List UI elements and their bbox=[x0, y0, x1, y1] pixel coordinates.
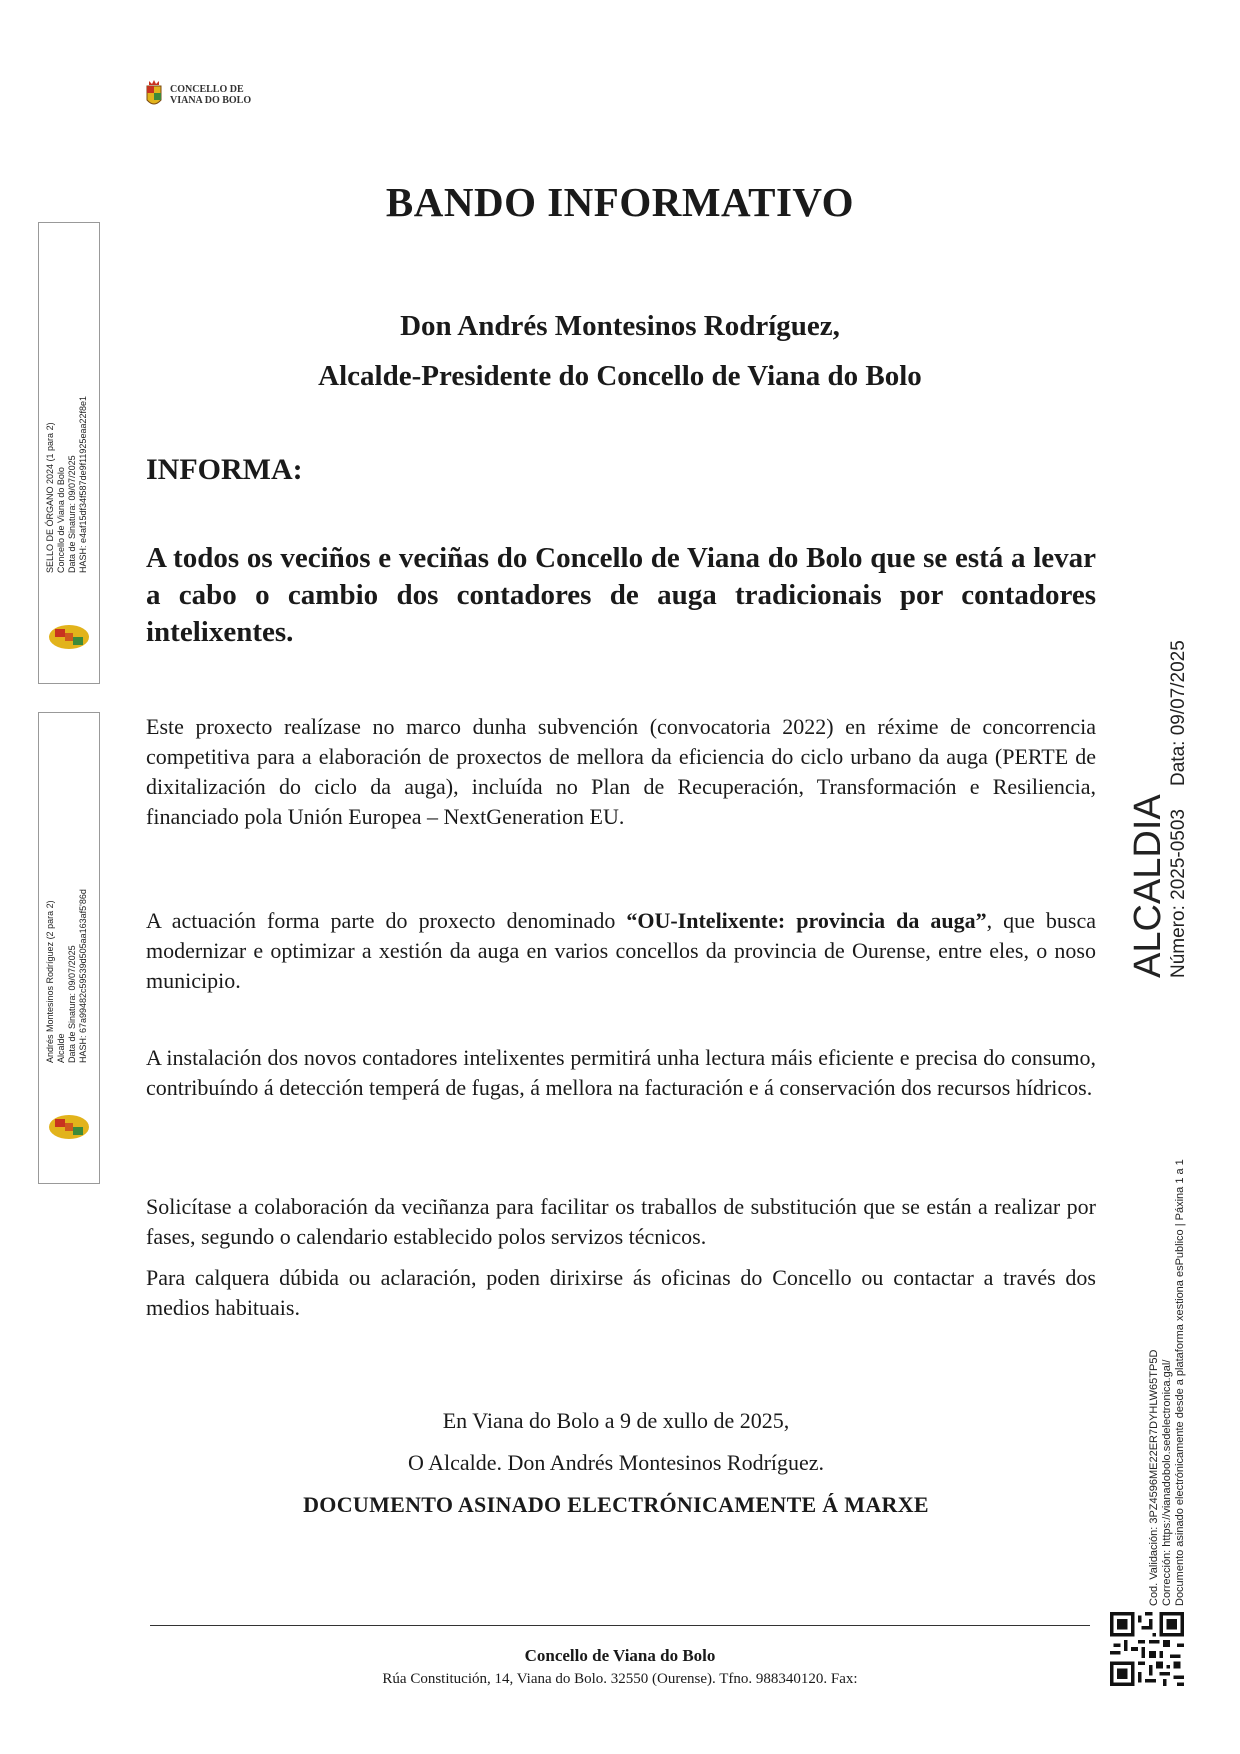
stamp-1-line-1: SELLO DE ÓRGANO 2024 (1 para 2) bbox=[45, 422, 55, 573]
logo-text bbox=[170, 84, 251, 106]
stamp-2-line-1: Andrés Montesinos Rodríguez (2 para 2) bbox=[45, 900, 55, 1063]
document-title: BANDO INFORMATIVO bbox=[385, 179, 855, 225]
paragraph-2-text-a: A actuación forma parte do proxecto denominado bbox=[146, 908, 627, 933]
author-position: Alcalde-Presidente do Concello de Viana do Bolo bbox=[318, 360, 922, 392]
document-number: Número: 2025-0503 bbox=[1168, 809, 1189, 978]
stamp-1-line-3: Data de Sinatura: 09/07/2025 bbox=[67, 455, 77, 573]
stamp-2-line-2: Alcalde bbox=[56, 1033, 66, 1063]
header-logo bbox=[144, 80, 251, 110]
logo-line-1: CONCELLO DE bbox=[170, 84, 244, 95]
lead-statement: A todos os veciños e veciñas do Concello de Viana do Bolo que se está a levar a cabo o cambio dos contadores de auga tradicionais por contadores intelixentes. bbox=[146, 542, 1096, 648]
document-date: Data: 09/07/2025 bbox=[1168, 640, 1189, 786]
validation-code: Cod. Validación: 3PZ4596ME22ER7DYHLW65TP5D bbox=[1148, 1349, 1160, 1606]
informa-heading: INFORMA: bbox=[146, 453, 303, 486]
author-name: Don Andrés Montesinos Rodríguez, bbox=[400, 310, 840, 342]
footer-divider bbox=[150, 1625, 1090, 1626]
paragraph-2 bbox=[146, 906, 1096, 996]
paragraph-3: A instalación dos novos contadores intelixentes permitirá unha lectura máis eficiente e precisa do consumo, contribuíndo á detección temperá de fugas, á mellora na facturación e á conservación dos recursos hídricos. bbox=[146, 1045, 1096, 1100]
paragraph-1: Este proxecto realízase no marco dunha subvención (convocatoria 2022) en réxime de concorrencia competitiva para a elaboración de proxectos de mellora da eficiencia do ciclo urbano da auga (PERTE de dixitalización do ciclo da auga), incluída no Plan de Recuperación, Transformación e Resiliencia, financiado pola Unión Europea – NextGeneration EU. bbox=[146, 714, 1096, 829]
stamp-seal-icon bbox=[47, 1113, 91, 1141]
stamp-1-line-2: Concello de Viana do Bolo bbox=[56, 467, 66, 573]
signature-stamp-1 bbox=[38, 222, 100, 684]
stamp-seal-icon bbox=[47, 623, 91, 651]
signature-stamp-2 bbox=[38, 712, 100, 1184]
logo-line-2: VIANA DO BOLO bbox=[170, 95, 252, 106]
paragraph-2-text-b: , que busca modernizar e optimizar a xestión da auga en varios concellos da provincia de Ourense, entre eles, o noso municipio. bbox=[146, 908, 1096, 993]
project-name: “OU-Intelixente: provincia da auga” bbox=[626, 908, 987, 933]
footer-address: Rúa Constitución, 14, Viana do Bolo. 32550 (Ourense). Tfno. 988340120. Fax: bbox=[382, 1671, 858, 1687]
footer-organization: Concello de Viana do Bolo bbox=[524, 1646, 716, 1665]
paragraph-4: Solicítase a colaboración da veciñanza para facilitar os traballos de substitución que se están a realizar por fases, segundo o calendario establecido polos servizos técnicos. bbox=[146, 1194, 1096, 1249]
paragraph-5: Para calquera dúbida ou aclaración, poden dirixirse ás oficinas do Concello ou contactar a través dos medios habituais. bbox=[146, 1265, 1096, 1320]
signed-notice: DOCUMENTO ASINADO ELECTRÓNICAMENTE Á MARXE bbox=[303, 1492, 929, 1517]
closing-place-date: En Viana do Bolo a 9 de xullo de 2025, bbox=[442, 1408, 790, 1433]
stamp-2-line-3: Data de Sinatura: 09/07/2025 bbox=[67, 945, 77, 1063]
closing-signatory: O Alcalde. Don Andrés Montesinos Rodríguez. bbox=[407, 1450, 825, 1475]
department-label: ALCALDIA bbox=[1127, 794, 1169, 978]
platform-notice: Documento asinado electrónicamente desde a plataforma xestiona esPublico | Páxina 1 a 1 bbox=[1174, 1159, 1186, 1606]
stamp-2-line-4: HASH: 67a99482c59539d505aa163af5'86d bbox=[78, 889, 88, 1063]
stamp-1-line-4: HASH: e4af15df34f587de9f11925eaa22f8e1 bbox=[78, 396, 88, 573]
verification-url: Corrección: https://vianadobolo.sedelectronica.gal/ bbox=[1161, 1359, 1173, 1606]
coat-of-arms-icon bbox=[144, 80, 164, 110]
